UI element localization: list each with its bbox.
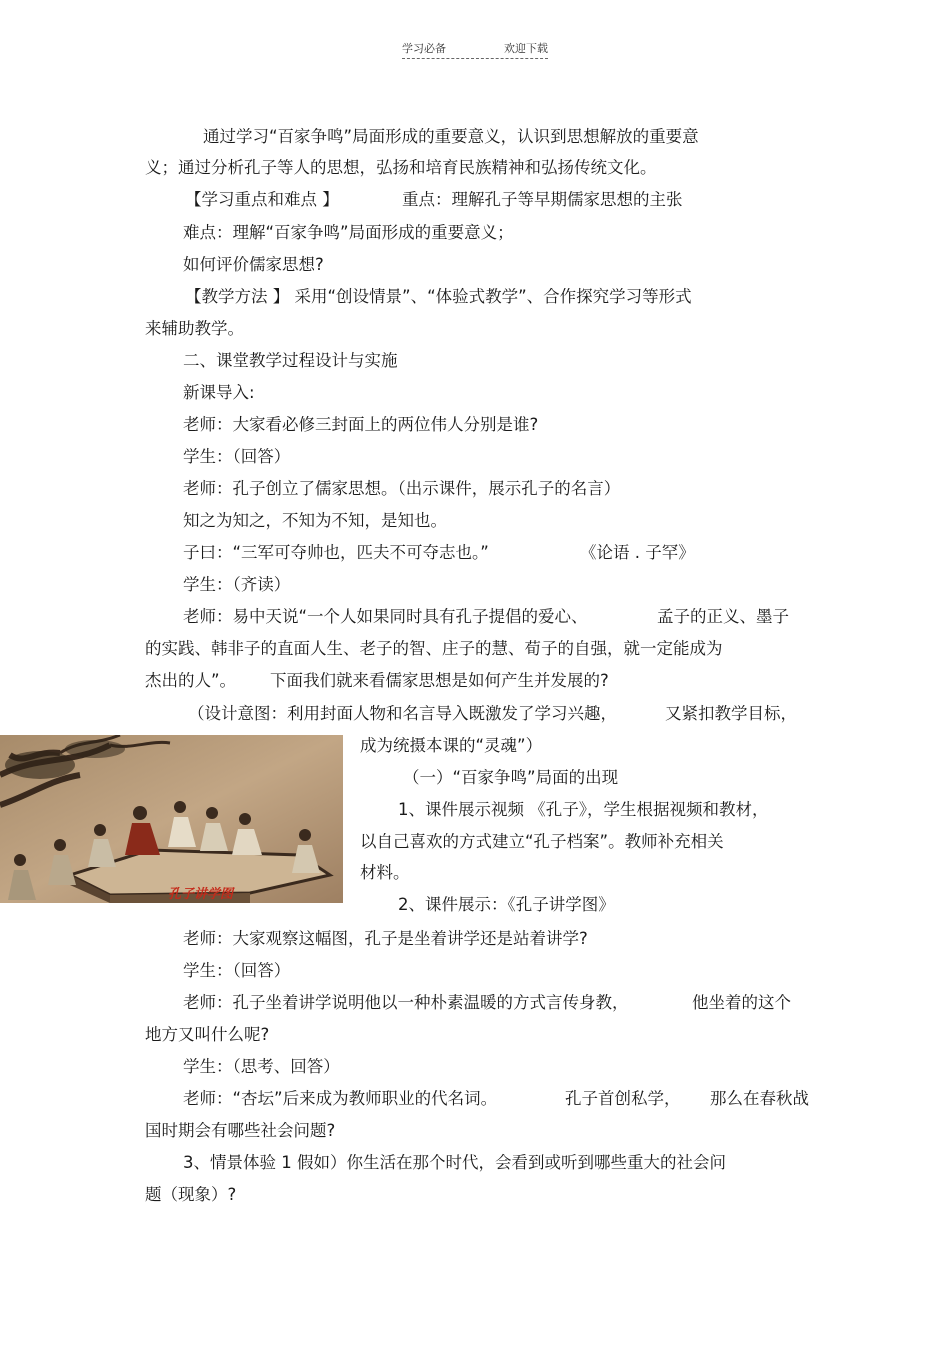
text-line: 难点：理解“百家争鸣”局面形成的重要意义； <box>183 223 514 242</box>
text-line: 老师：易中天说“一个人如果同时具有孔子提倡的爱心、 <box>183 607 588 626</box>
text-line: 新课导入: <box>183 383 255 402</box>
text-line: 老师：“杏坛”后来成为教师职业的代名词。 <box>183 1089 498 1108</box>
text-line: 地方又叫什么呢? <box>145 1025 270 1044</box>
text-line: 材料。 <box>360 863 410 882</box>
section-heading: （一）“百家争鸣”局面的出现 <box>403 768 619 787</box>
text-line: 题（现象）? <box>145 1185 237 1204</box>
quote-line: 子曰：“三军可夺帅也，匹夫不可夺志也。” <box>183 543 489 562</box>
text-line: 学生：（回答） <box>183 447 291 466</box>
section-heading: 【学习重点和难点 】 <box>185 190 339 209</box>
painting-caption: 孔子讲学图 <box>168 887 234 902</box>
text-line: 2、课件展示：《孔子讲学图》 <box>398 895 615 914</box>
text-line: 成为统摄本课的“灵魂”） <box>360 736 543 755</box>
text-line: 老师：大家观察这幅图，孔子是坐着讲学还是站着讲学? <box>183 929 588 948</box>
text-line: 那么在春秋战 <box>710 1089 809 1108</box>
header-left: 学习必备 <box>402 42 446 55</box>
text-line: 杰出的人”。 <box>145 671 237 690</box>
text-line: 国时期会有哪些社会问题? <box>145 1121 336 1140</box>
text-line: 老师：孔子坐着讲学说明他以一种朴素温暖的方式言传身教， <box>183 993 629 1012</box>
text-line: 他坐着的这个 <box>692 993 791 1012</box>
text-line: 学生：（思考、回答） <box>183 1057 340 1076</box>
text-line: 以自己喜欢的方式建立“孔子档案”。教师补充相关 <box>360 832 724 851</box>
header-right: 欢迎下载 <box>504 42 548 55</box>
text-line: 义；通过分析孔子等人的思想，弘扬和培育民族精神和弘扬传统文化。 <box>145 158 657 177</box>
text-line: 通过学习“百家争鸣”局面形成的重要意义，认识到思想解放的重要意 <box>203 127 699 146</box>
text-line: 又紧扣教学目标， <box>665 704 797 723</box>
quote-source: 《论语 . 子罕》 <box>580 543 695 562</box>
text-line: 的实践、韩非子的直面人生、老子的智、庄子的慧、荀子的自强，就一定能成为 <box>145 639 723 658</box>
text-line: 来辅助教学。 <box>145 319 244 338</box>
text-line: 重点：理解孔子等早期儒家思想的主张 <box>402 190 683 209</box>
confucius-teaching-painting <box>0 735 343 903</box>
quote-line: 知之为知之，不知为不知，是知也。 <box>183 511 447 530</box>
text-line: 孟子的正义、墨子 <box>657 607 789 626</box>
text-line: （设计意图：利用封面人物和名言导入既激发了学习兴趣， <box>188 704 617 723</box>
text-line: 如何评价儒家思想? <box>183 255 324 274</box>
text-line: 3、情景体验 1 假如）你生活在那个时代，会看到或听到哪些重大的社会问 <box>183 1153 726 1172</box>
text-line: 学生：（回答） <box>183 961 291 980</box>
text-line: 【教学方法 】 采用“创设情景”、“体验式教学”、合作探究学习等形式 <box>185 287 692 306</box>
text-line: 1、课件展示视频 《孔子》，学生根据视频和教材， <box>398 800 769 819</box>
section-heading: 二、课堂教学过程设计与实施 <box>183 351 398 370</box>
painting-illustration <box>0 735 343 903</box>
page-header <box>402 40 548 59</box>
text-line: 学生：（齐读） <box>183 575 291 594</box>
text-line: 老师：大家看必修三封面上的两位伟人分别是谁? <box>183 415 539 434</box>
text-line: 下面我们就来看儒家思想是如何产生并发展的? <box>270 671 609 690</box>
text-line: 孔子首创私学， <box>565 1089 681 1108</box>
text-line: 老师：孔子创立了儒家思想。（出示课件，展示孔子的名言） <box>183 479 621 498</box>
